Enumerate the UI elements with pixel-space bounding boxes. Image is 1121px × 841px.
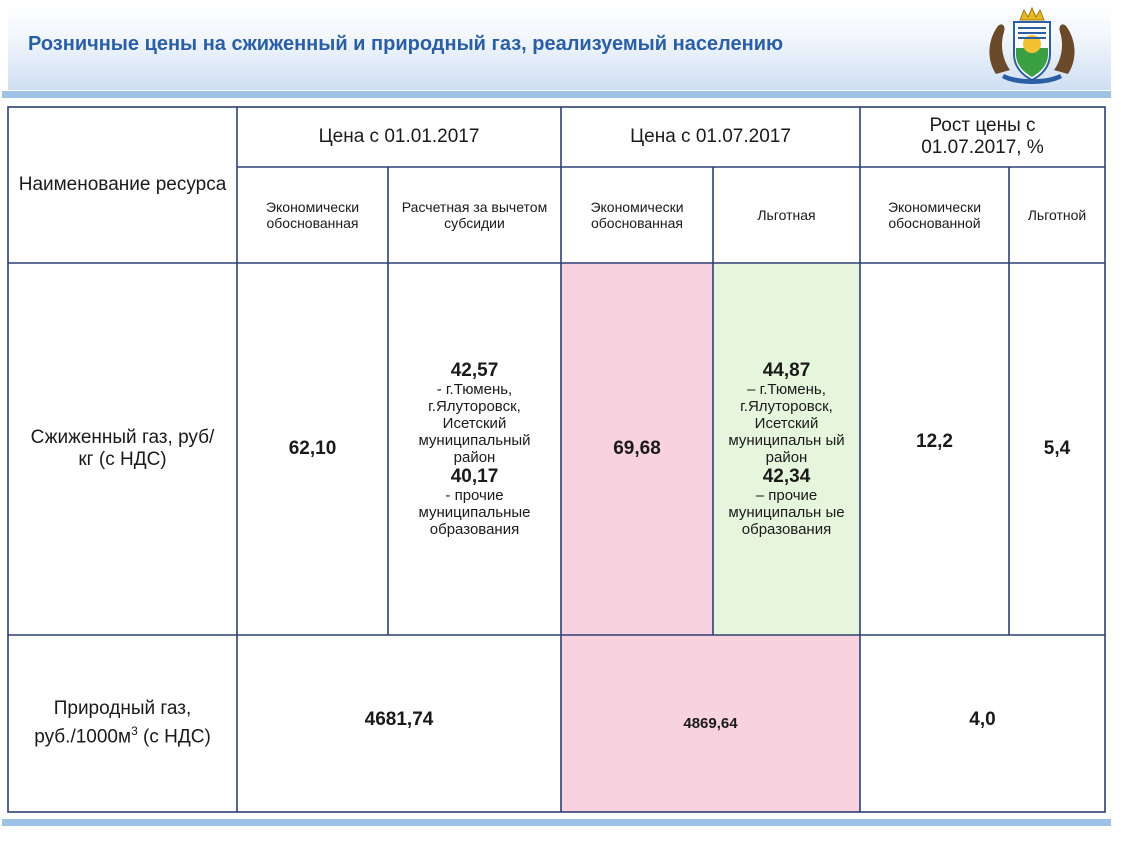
row-lpg-growth-econ: 12,2	[916, 431, 953, 452]
natural-vat: (с НДС)	[137, 726, 211, 748]
subheader-pref-jul: Льготная	[757, 207, 816, 223]
footer-divider	[2, 819, 1111, 826]
row-lpg-econ-jan: 62,10	[288, 438, 337, 459]
page-title: Розничные цены на сжиженный и природный газ, реализуемый населению	[28, 33, 784, 55]
header-resource-name: Наименование ресурса	[18, 174, 227, 195]
row-natural-price-jan: 4681,74	[364, 708, 434, 730]
natural-unit: руб./1000м	[34, 726, 132, 748]
row-lpg-growth-pref: 5,4	[1043, 438, 1071, 459]
row-natural-growth: 4,0	[969, 708, 996, 730]
pref-text-1: – г.Тюмень, г.Ялуторовск, Исетский муниципальн ый район	[728, 381, 845, 466]
pref-value-2: 42,34	[762, 466, 811, 487]
subheader-econ-jul: Экономически обоснованная	[590, 199, 684, 231]
subsidy-text-1: - г.Тюмень, г.Ялуторовск, Исетский муниципальный район	[418, 381, 531, 466]
row-lpg-name: Сжиженный газ, руб/кг (с НДС)	[30, 427, 215, 470]
pref-text-2: – прочие муниципальн ые образования	[728, 487, 845, 538]
subheader-pref-growth: Льготной	[1027, 207, 1087, 223]
header-price-jan: Цена с 01.01.2017	[318, 126, 480, 147]
subsidy-value-2: 40,17	[450, 466, 499, 487]
header-growth: Рост цены с 01.07.2017, %	[921, 115, 1044, 158]
natural-unit-sup: 3	[131, 724, 138, 739]
header-price-jul: Цена с 01.07.2017	[630, 126, 791, 147]
subsidy-text-2: - прочие муниципальные образования	[418, 487, 531, 538]
subheader-subsidy-jan: Расчетная за вычетом субсидии	[401, 199, 548, 231]
natural-name-line2	[34, 720, 211, 748]
row-lpg-subsidy-jan	[388, 263, 561, 635]
natural-name-line1: Природный газ,	[53, 698, 192, 720]
row-lpg-pref-jul	[713, 263, 860, 635]
subsidy-value-1: 42,57	[450, 360, 499, 381]
row-natural-name	[8, 635, 237, 812]
row-natural-price-jul: 4869,64	[683, 715, 738, 732]
subheader-econ-jan: Экономически обоснованная	[265, 199, 360, 231]
row-lpg-econ-jul: 69,68	[613, 438, 661, 459]
subheader-econ-growth: Экономически обоснованной	[887, 199, 982, 231]
pref-value-1: 44,87	[762, 360, 811, 381]
